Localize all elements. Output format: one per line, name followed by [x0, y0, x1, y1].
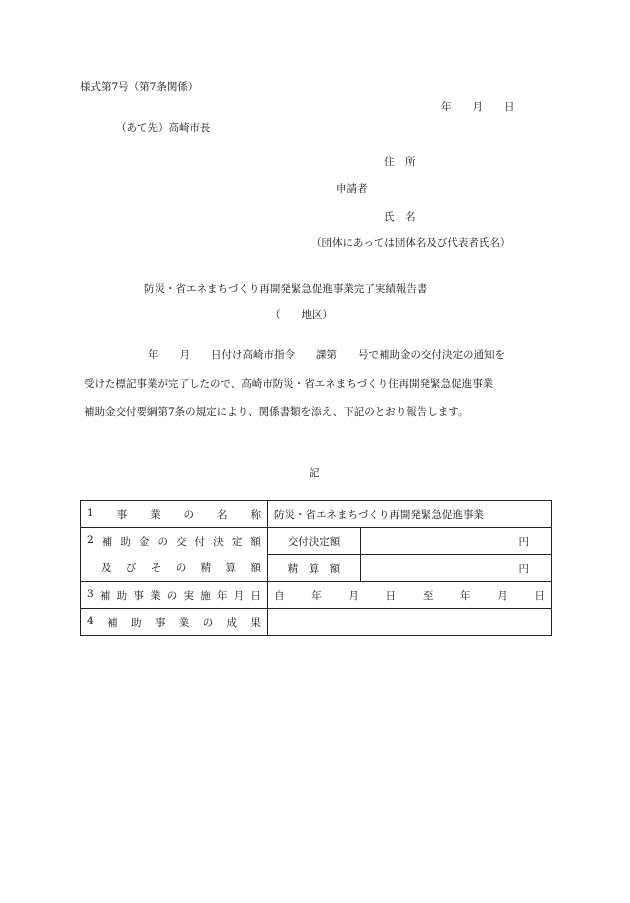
form-number: 様式第7号（第7条関係）: [80, 81, 199, 93]
address-label: 住 所: [384, 156, 416, 168]
table-row: [81, 528, 552, 555]
body-line-3: 補助金交付要綱第7条の規定により、関係書類を添え、下記のとおり報告します。: [84, 406, 469, 418]
value-decision-amount[interactable]: 円: [361, 528, 552, 555]
sub-label-settlement-amount: 精 算 額: [268, 555, 361, 582]
report-table: [80, 500, 552, 636]
name-note: （団体にあっては団体名及び代表者氏名）: [311, 237, 511, 249]
table-row: [81, 501, 552, 528]
label-project-name: 1 事 業 の 名 称: [81, 501, 268, 528]
label-grant-amount-a: 2 補 助 金 の 交 付 決 定 額: [81, 528, 268, 555]
table-row: [81, 555, 552, 582]
body-line-1: 年 月 日付け高崎市指令 課第 号で補助金の交付決定の通知を: [148, 349, 505, 361]
ki-heading: 記: [309, 467, 320, 479]
sub-label-decision-amount: 交付決定額: [268, 528, 361, 555]
body-line-2: 受けた標記事業が完了したので、高崎市防災・省エネまちづくり住再開発緊急促進事業: [84, 378, 494, 390]
addressee: （あて先）高崎市長: [116, 122, 211, 134]
district-line: （ 地区）: [270, 309, 333, 321]
value-project-name: 防災・省エネまちづくり再開発緊急促進事業: [268, 501, 552, 528]
label-project-results: 4 補 助 事 業 の 成 果: [81, 609, 268, 636]
name-label: 氏 名: [384, 211, 416, 223]
date-line: 年 月 日: [441, 101, 515, 113]
value-project-results[interactable]: [268, 609, 552, 636]
applicant-label: 申請者: [336, 183, 368, 195]
value-settlement-amount[interactable]: 円: [361, 555, 552, 582]
table-row: [81, 609, 552, 636]
document-title: 防災・省エネまちづくり再開発緊急促進事業完了実績報告書: [144, 283, 428, 295]
label-grant-amount-b: 及 び そ の 精 算 額: [81, 555, 268, 582]
table-row: [81, 582, 552, 609]
label-implementation-date: 3 補 助 事 業 の 実 施 年 月 日: [81, 582, 268, 609]
value-implementation-date[interactable]: 自 年 月 日 至 年 月 日: [268, 582, 552, 609]
